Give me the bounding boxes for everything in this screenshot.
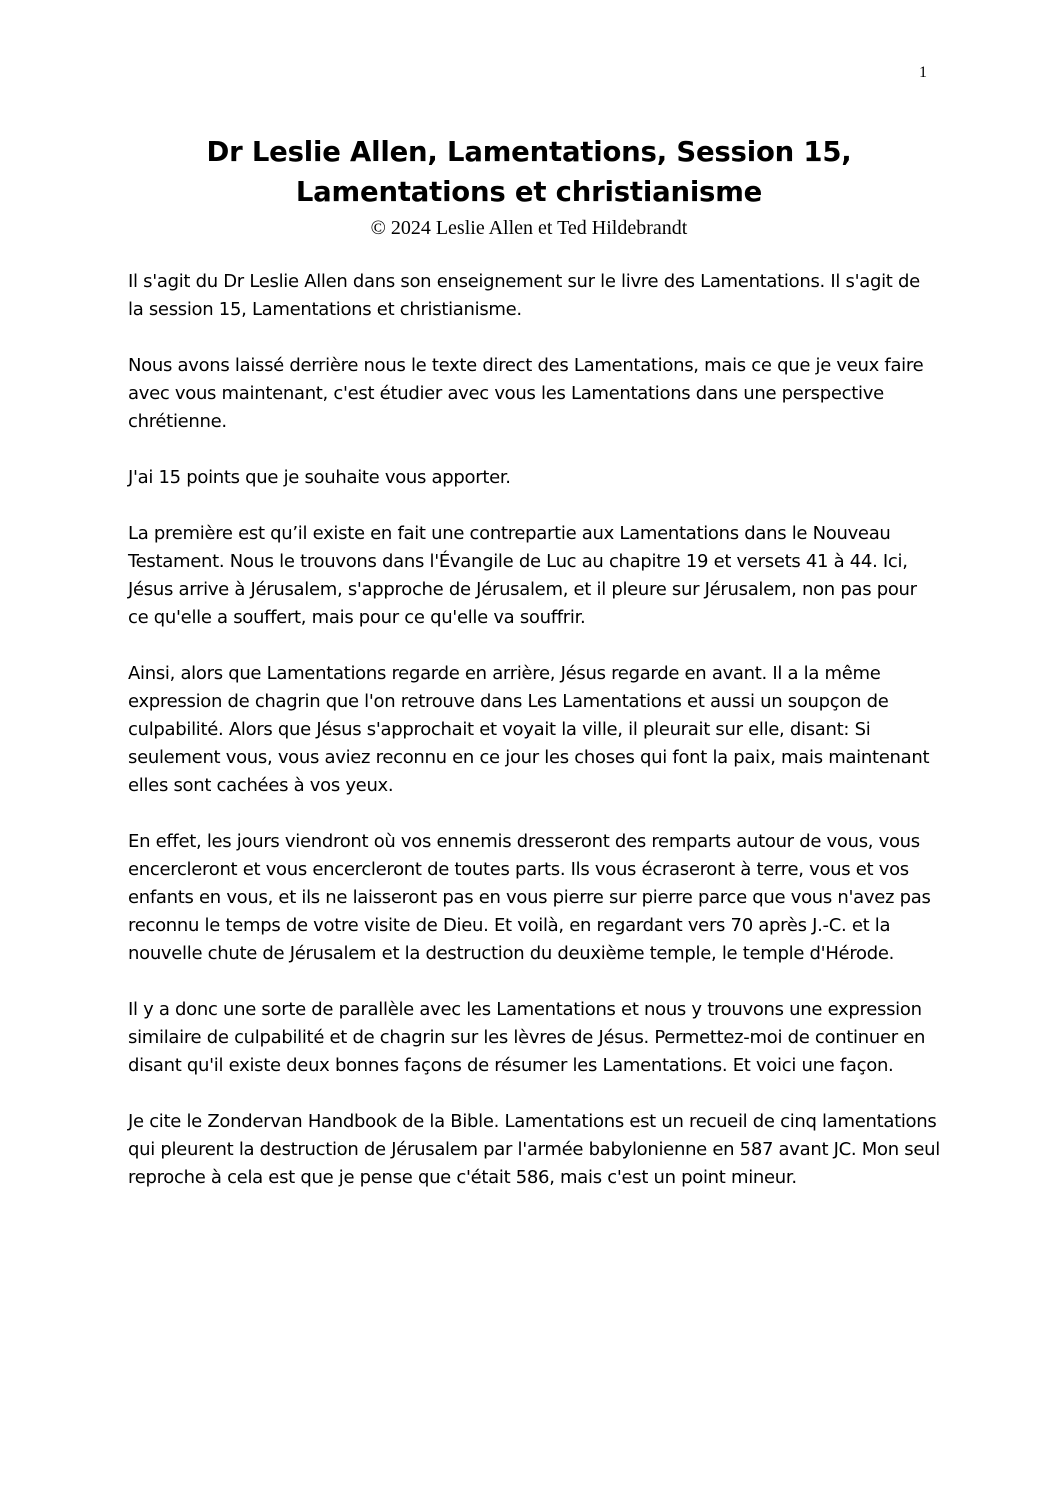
title-line-1: Dr Leslie Allen, Lamentations, Session 15,	[206, 136, 852, 168]
document-body	[128, 268, 940, 1220]
page-number: 1	[919, 64, 927, 81]
title-line-2: Lamentations et christianisme	[295, 176, 763, 208]
copyright-notice: © 2024 Leslie Allen et Ted Hildebrandt	[370, 217, 688, 239]
paragraph: En effet, les jours viendront où vos ennemis dresseront des remparts autour de vous, vous encercleront et vous encercleront de toutes parts. Ils vous écraseront à terre, vous et vos enfants en vous, et ils ne laisseront pas en vous pierre sur pierre parce que vous n'avez pas reconnu le temps de votre visite de Dieu. Et voilà, en regardant vers 70 après J.-C. et la nouvelle chute de Jérusalem et la destruction du deuxième temple, le temple d'Hérode.	[128, 831, 931, 964]
paragraph: Je cite le Zondervan Handbook de la Bible. Lamentations est un recueil de cinq lamentations qui pleurent la destruction de Jérusalem par l'armée babylonienne en 587 avant JC. Mon seul reproche à cela est que je pense que c'était 586, mais c'est un point mineur.	[128, 1111, 940, 1188]
paragraph: J'ai 15 points que je souhaite vous apporter.	[128, 467, 511, 488]
paragraph: La première est qu’il existe en fait une contrepartie aux Lamentations dans le Nouveau Testament. Nous le trouvons dans l'Évangile de Luc au chapitre 19 et versets 41 à 44. Ici, Jésus arrive à Jérusalem, s'approche de Jérusalem, et il pleure sur Jérusalem, non pas pour ce qu'elle a souffert, mais pour ce qu'elle va souffrir.	[128, 523, 917, 628]
paragraph: Nous avons laissé derrière nous le texte direct des Lamentations, mais ce que je veux faire avec vous maintenant, c'est étudier avec vous les Lamentations dans une perspective chrétienne.	[128, 355, 924, 432]
paragraph: Il y a donc une sorte de parallèle avec les Lamentations et nous y trouvons une expression similaire de culpabilité et de chagrin sur les lèvres de Jésus. Permettez-moi de continuer en disant qu'il existe deux bonnes façons de résumer les Lamentations. Et voici une façon.	[128, 999, 926, 1076]
paragraph: Il s'agit du Dr Leslie Allen dans son enseignement sur le livre des Lamentations. Il s'agit de la session 15, Lamentations et christianisme.	[128, 271, 920, 320]
document-title	[100, 132, 958, 212]
paragraph: Ainsi, alors que Lamentations regarde en arrière, Jésus regarde en avant. Il a la même expression de chagrin que l'on retrouve dans Les Lamentations et aussi un soupçon de culpabilité. Alors que Jésus s'approchait et voyait la ville, il pleurait sur elle, disant: Si seulement vous, vous aviez reconnu en ce jour les choses qui font la paix, mais maintenant elles sont cachées à vos yeux.	[128, 663, 930, 796]
